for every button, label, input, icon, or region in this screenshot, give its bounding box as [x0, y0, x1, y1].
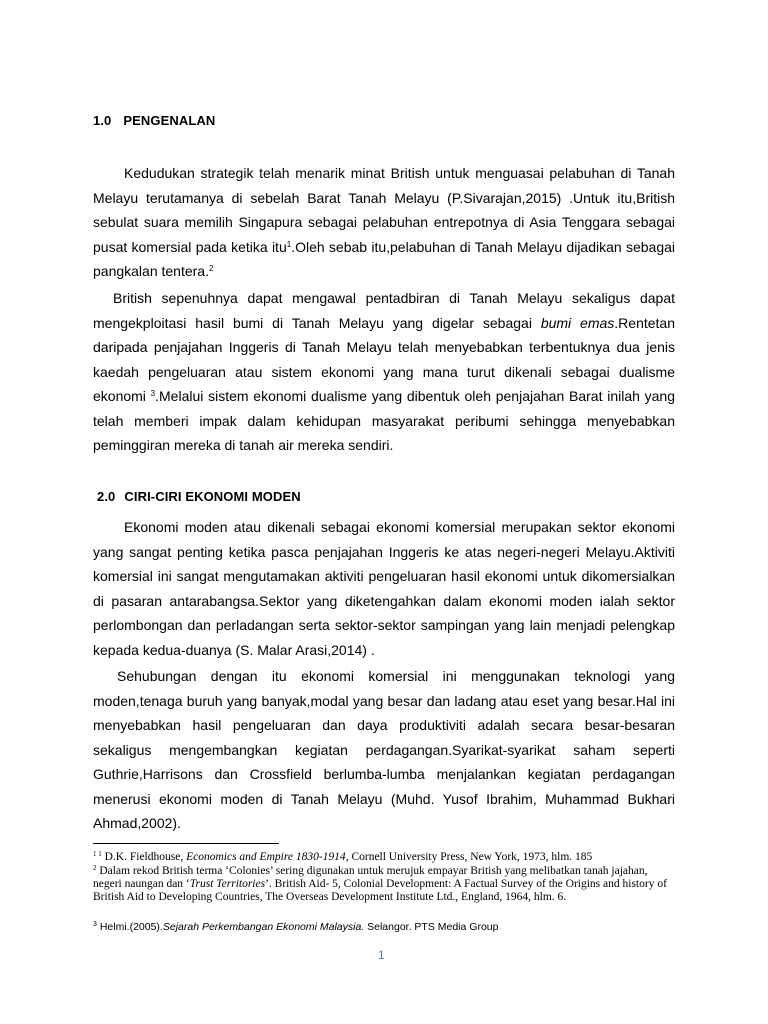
footnote-3: $^3$ Helmi.(2005).Sejarah Perkembangan Ekonomi Malaysia. Selangor. PTS Media Group — [93, 921, 499, 933]
footnote-1: $^{1 1}$ D.K. Fieldhouse, Economics and Empire 1830-1914, Cornell University Press, New York, 1973, hlm. 185 — [93, 850, 593, 863]
page-number: 1 — [378, 948, 385, 962]
footnote-separator — [93, 843, 279, 844]
section-1-paragraph-2: British sepenuhnya dapat mengawal pentadbiran di Tanah Melayu sekaligus dapat mengekploitasi hasil bumi di Tanah Melayu yang digelar sebagai bumi emas.Rentetan daripada penjajahan Inggeris di Tanah Melayu telah menyebabkan terbentuknya dua jenis kaedah pengeluaran atau sistem ekonomi yang mana turut dikenali sebagai dualisme ekonomi $^3$.Melalui sistem ekonomi dualisme yang dibentuk oleh penjajahan Barat inilah yang telah memberi impak dalam kehidupan masyarakat peribumi sehingga menyebabkan peminggiran mereka di tanah air mereka sendiri. — [93, 290, 675, 453]
section-2-heading — [97, 489, 301, 504]
section-1-title: PENGENALAN — [123, 113, 216, 128]
section-2-paragraph-2: Sehubungan dengan itu ekonomi komersial ini menggunakan teknologi yang moden,tenaga buruh yang banyak,modal yang besar dan ladang atau eset yang besar.Hal ini menyebabkan hasil pengeluaran dan daya produktiviti adalah secara besar-besaran sekaligus mengembangkan kegiatan perdagangan.Syarikat-syarikat saham seperti Guthrie,Harrisons dan Crossfield berlumba-lumba menjalankan kegiatan perdagangan menerusi ekonomi moden di Tanah Melayu (Muhd. Yusof Ibrahim, Muhammad Bukhari Ahmad,2002). — [93, 668, 675, 831]
footnote-ref-1[interactable]: 1 — [286, 239, 292, 249]
section-1-heading — [93, 113, 215, 128]
section-2-paragraph-1: Ekonomi moden atau dikenali sebagai ekonomi komersial merupakan sektor ekonomi yang sangat penting ketika pasca penjajahan Inggeris ke atas negeri-negeri Melayu.Aktiviti komersial ini sangat mengutamakan aktiviti pengeluaran hasil ekonomi untuk dikomersialkan di pasaran antarabangsa.Sektor yang diketengahkan dalam ekonomi moden ialah sektor perlombongan dan perladangan serta sektor-sektor sampingan yang lain menjadi pelengkap kepada kedua-duanya (S. Malar Arasi,2014) . — [93, 519, 675, 658]
section-1-number: 1.0 — [93, 113, 112, 128]
section-1-paragraph-1: Kedudukan strategik telah menarik minat British untuk menguasai pelabuhan di Tanah Melayu terutamanya di sebelah Barat Tanah Melayu (P.Sivarajan,2015) .Untuk itu,British sebulat suara memilih Singapura sebagai pelabuhan entrepotnya di Asia Tenggara sebagai pusat komersial pada ketika itu$^1$.Oleh sebab itu,pelabuhan di Tanah Melayu dijadikan sebagai pangkalan tentera.$^2$ — [93, 165, 675, 279]
section-2-number: 2.0 — [97, 489, 116, 504]
footnote-ref-2[interactable]: 2 — [208, 264, 214, 273]
footnote-2: $^2$ Dalam rekod British terma ‘Colonies’ sering digunakan untuk merujuk empayar British yang melibatkan tanah jajahan, negeri naungan dan ‘Trust Territories’. British Aid- 5, Colonial Development: A Factual Survey of the Origins and history of British Aid to Developing Countries, The Overseas Development Institute Ltd., England, 1964, hlm. 6. — [93, 864, 667, 903]
footnote-ref-3[interactable]: 3 — [150, 389, 156, 398]
section-2-title: CIRI-CIRI EKONOMI MODEN — [124, 489, 301, 504]
